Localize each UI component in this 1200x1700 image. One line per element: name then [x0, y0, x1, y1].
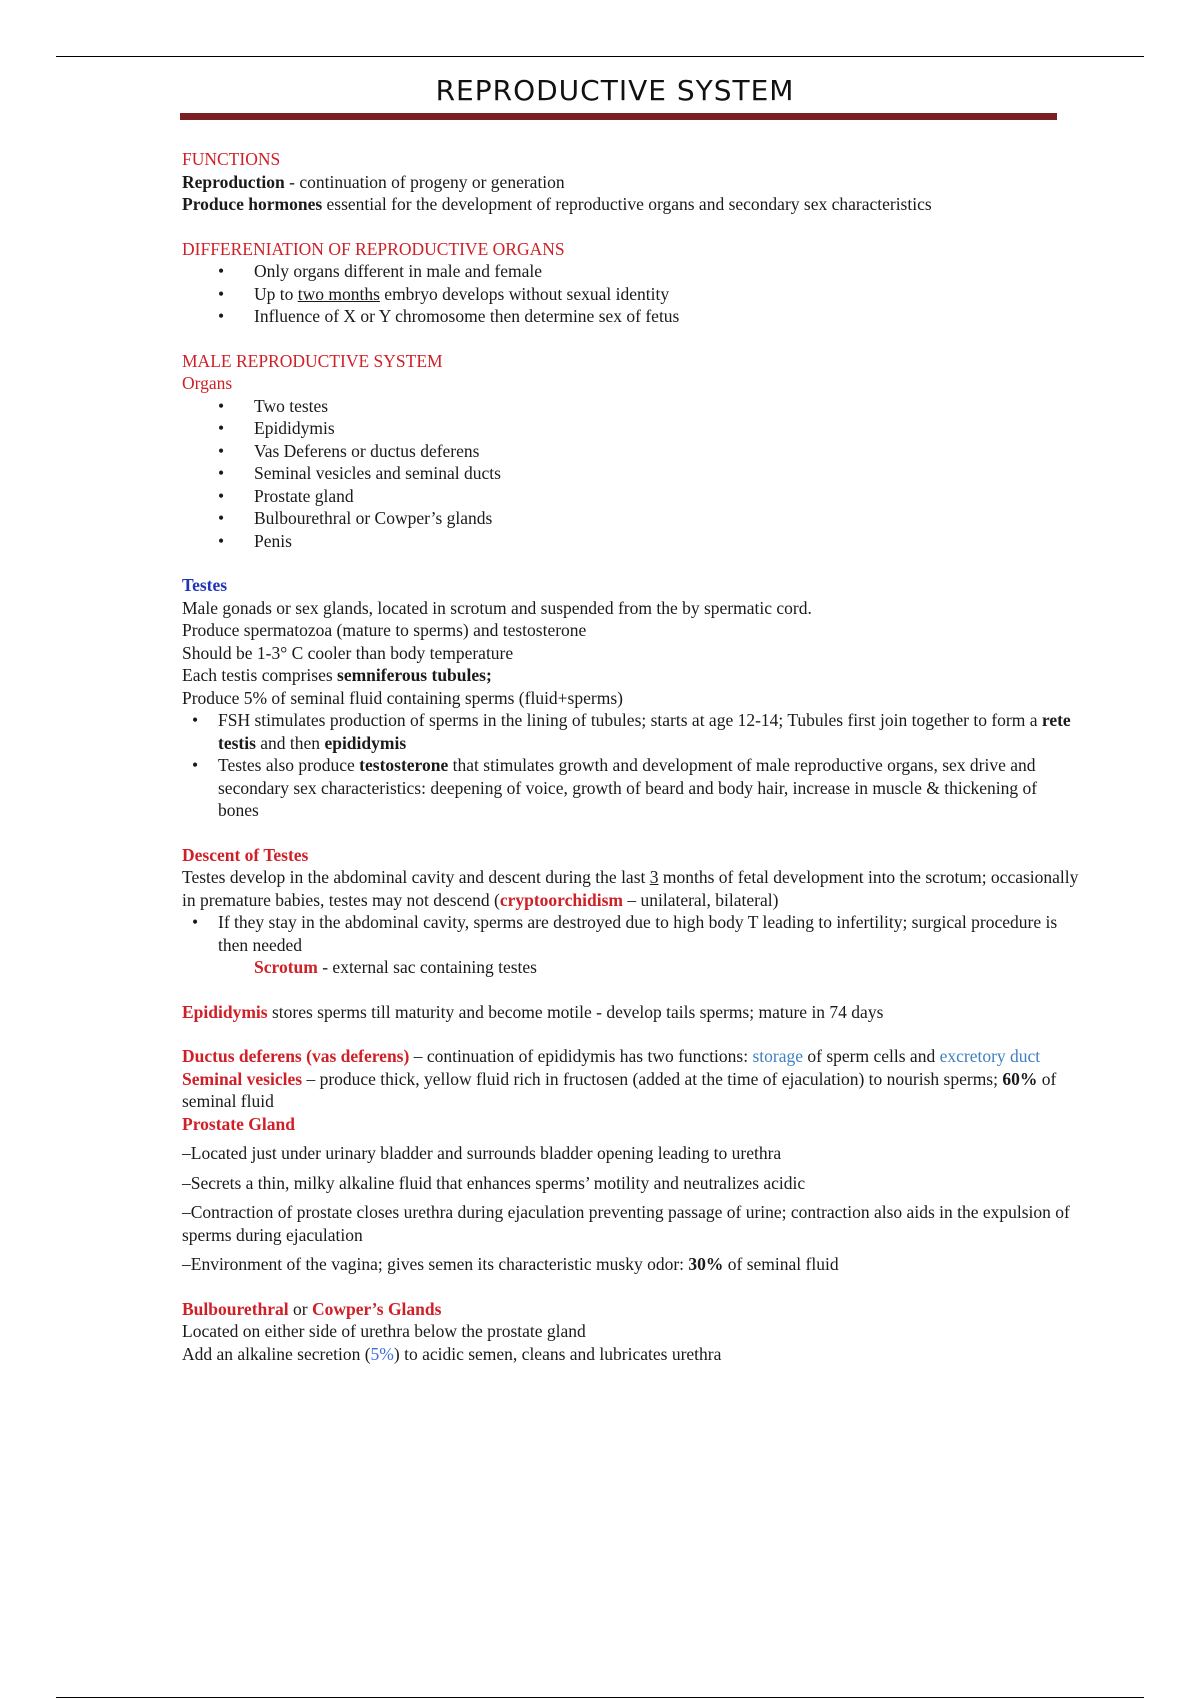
list-item: • Two testes	[182, 395, 1082, 418]
bulbourethral-section	[182, 1298, 1082, 1366]
testes-line: Male gonads or sex glands, located in scrotum and suspended from the by spermatic cord.	[182, 597, 812, 618]
bulbourethral-heading: Bulbourethral or Cowper’s Glands	[182, 1298, 442, 1319]
prostate-section	[182, 1113, 1082, 1276]
list-item: • Influence of X or Y chromosome then determine sex of fetus	[182, 305, 1082, 328]
prostate-heading: Prostate Gland	[182, 1113, 295, 1134]
testes-line: Should be 1-3° C cooler than body temperature	[182, 642, 514, 663]
epididymis-line: Epididymis stores sperms till maturity and become motile - develop tails sperms; mature in 74 days	[182, 1001, 884, 1022]
list-item: • Penis	[182, 530, 1082, 553]
prostate-line: –Contraction of prostate closes urethra during ejaculation preventing passage of urine; contraction also aids in the expulsion of sperms during ejaculation	[182, 1202, 1070, 1245]
organs-list	[182, 395, 1082, 553]
testes-section	[182, 574, 1082, 822]
male-system-section	[182, 350, 1082, 553]
bulbourethral-line: Add an alkaline secretion (5%) to acidic semen, cleans and lubricates urethra	[182, 1343, 722, 1364]
prostate-line: –Environment of the vagina; gives semen its characteristic musky odor: 30% of seminal fluid	[182, 1254, 839, 1274]
list-item: • Epididymis	[182, 417, 1082, 440]
hormones-line: Produce hormones essential for the development of reproductive organs and secondary sex characteristics	[182, 194, 932, 214]
seminal-line: Seminal vesicles – produce thick, yellow fluid rich in fructosen (added at the time of ejaculation) to nourish sperms; 60% of seminal fluid	[182, 1068, 1057, 1111]
list-item: • Prostate gland	[182, 485, 1082, 508]
reproduction-line: Reproduction - continuation of progeny or generation	[182, 171, 565, 192]
male-system-heading: MALE REPRODUCTIVE SYSTEM	[182, 350, 443, 371]
title-underline-bar	[180, 113, 1057, 120]
list-item: • Up to two months embryo develops without sexual identity	[182, 283, 1082, 306]
functions-section	[182, 148, 1082, 216]
testes-heading: Testes	[182, 575, 228, 595]
testes-line: Produce 5% of seminal fluid containing sperms (fluid+sperms)	[182, 687, 623, 708]
testes-line: Produce spermatozoa (mature to sperms) and testosterone	[182, 620, 587, 640]
testes-bullets	[182, 709, 1082, 822]
list-item: • FSH stimulates production of sperms in the lining of tubules; starts at age 12-14; Tubules first join together to form a rete testis and then epididymis	[182, 709, 1082, 754]
list-item: • Only organs different in male and female	[182, 260, 1082, 283]
bottom-rule	[56, 1697, 1144, 1698]
bulbourethral-line: Located on either side of urethra below the prostate gland	[182, 1321, 586, 1341]
list-item: • Vas Deferens or ductus deferens	[182, 440, 1082, 463]
prostate-line: –Located just under urinary bladder and surrounds bladder opening leading to urethra	[182, 1143, 782, 1163]
descent-bullets	[182, 911, 1082, 956]
scrotum-line: Scrotum - external sac containing testes	[254, 957, 537, 977]
differentiation-section	[182, 238, 1082, 328]
differentiation-list	[182, 260, 1082, 328]
descent-paragraph: Testes develop in the abdominal cavity and descent during the last 3 months of fetal development into the scrotum; occasionally in premature babies, testes may not descend (cryptoorchidism – unilateral, bilateral)	[182, 867, 1079, 910]
document-body	[182, 148, 1082, 1365]
list-item: • Testes also produce testosterone that stimulates growth and development of male reproductive organs, sex drive and secondary sex characteristics: deepening of voice, growth of beard and body hair, increase in muscle & thickening of bones	[182, 754, 1082, 822]
testes-line: Each testis comprises semniferous tubules;	[182, 665, 492, 685]
prostate-line: –Secrets a thin, milky alkaline fluid that enhances sperms’ motility and neutralizes acidic	[182, 1172, 806, 1193]
functions-heading: FUNCTIONS	[182, 149, 281, 169]
list-item: • Bulbourethral or Cowper’s glands	[182, 507, 1082, 530]
descent-section	[182, 844, 1082, 979]
list-item: • If they stay in the abdominal cavity, sperms are destroyed due to high body T leading to infertility; surgical procedure is then needed	[182, 911, 1082, 956]
organs-subheading: Organs	[182, 373, 233, 393]
page-title: REPRODUCTIVE SYSTEM	[435, 74, 795, 107]
ductus-line: Ductus deferens (vas deferens) – continuation of epididymis has two functions: storage of sperm cells and excretory duct	[182, 1046, 1041, 1066]
top-rule	[56, 56, 1144, 57]
differentiation-heading: DIFFERENIATION OF REPRODUCTIVE ORGANS	[182, 238, 565, 259]
descent-heading: Descent of Testes	[182, 844, 309, 865]
list-item: • Seminal vesicles and seminal ducts	[182, 462, 1082, 485]
